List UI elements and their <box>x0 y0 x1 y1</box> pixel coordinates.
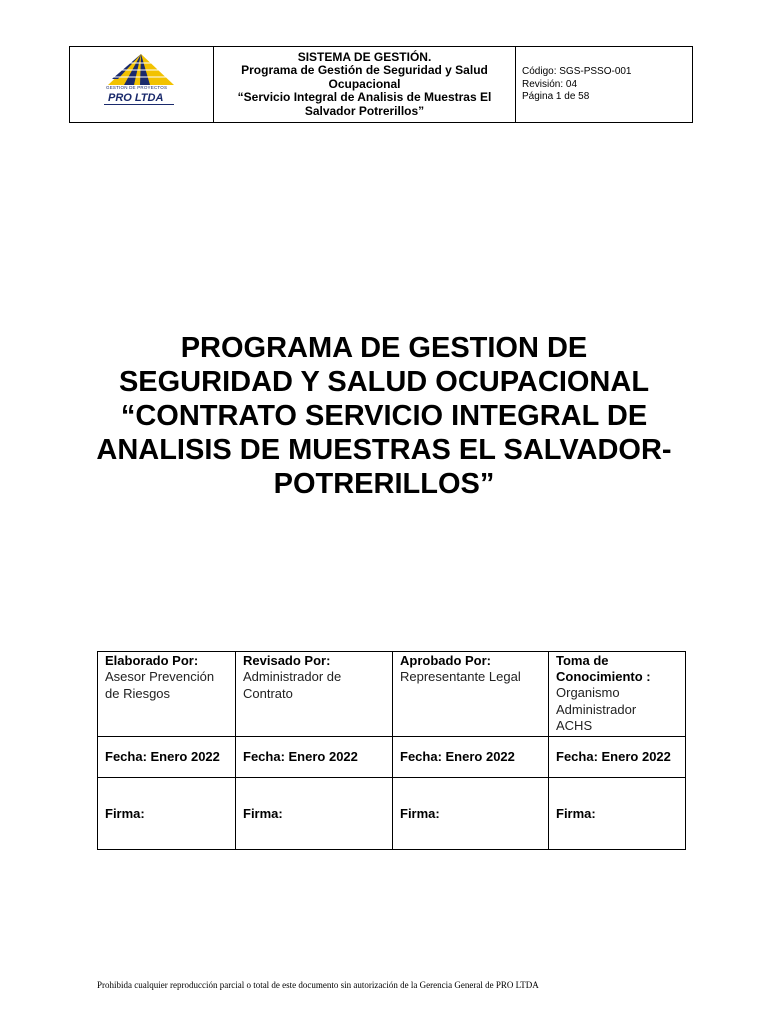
document-header <box>69 46 693 123</box>
approval-signature-row <box>98 777 686 849</box>
conocimiento-date: Fecha: Enero 2022 <box>549 736 686 777</box>
elaborado-value: de Riesgos <box>105 685 171 701</box>
main-title-line: ANALISIS DE MUESTRAS EL SALVADOR- <box>96 434 672 466</box>
conocimiento-cell <box>549 652 686 737</box>
main-title-line: POTRERILLOS” <box>273 468 495 500</box>
header-meta <box>516 47 692 122</box>
header-title-line: SISTEMA DE GESTIÓN. <box>297 49 432 64</box>
elaborado-label: Elaborado Por: <box>105 653 199 668</box>
approval-table <box>97 651 686 850</box>
elaborado-date: Fecha: Enero 2022 <box>98 736 236 777</box>
main-title-line: SEGURIDAD Y SALUD OCUPACIONAL <box>118 366 650 398</box>
header-title-line: Salvador Potrerillos” <box>304 103 425 118</box>
document-revision: Revisión: 04 <box>522 78 578 90</box>
revisado-value: Contrato <box>243 685 293 701</box>
approval-roles-row <box>98 652 686 737</box>
main-title-line: “CONTRATO SERVICIO INTEGRAL DE <box>120 400 648 432</box>
elaborado-value: Asesor Prevención <box>105 669 215 684</box>
header-title-line: “Servicio Integral de Analisis de Muestras El <box>237 90 492 105</box>
aprobado-cell <box>393 652 549 737</box>
header-title-line: Programa de Gestión de Seguridad y Salud <box>241 63 488 78</box>
conocimiento-value: Organismo <box>556 685 620 700</box>
conocimiento-signature: Firma: <box>549 777 686 849</box>
revisado-label: Revisado Por: <box>243 653 331 668</box>
conocimiento-value: Administrador <box>556 701 637 717</box>
aprobado-signature: Firma: <box>393 777 549 849</box>
logo-name: PRO LTDA <box>108 92 164 104</box>
main-title <box>40 331 728 501</box>
approval-date-row <box>98 736 686 777</box>
pro-ltda-logo-icon <box>104 53 178 87</box>
aprobado-date: Fecha: Enero 2022 <box>393 736 549 777</box>
logo-underline <box>104 104 174 105</box>
header-title-line: Ocupacional <box>328 76 401 91</box>
conocimiento-value: ACHS <box>556 718 593 733</box>
conocimiento-label: Conocimiento : <box>556 669 651 684</box>
main-title-line: PROGRAMA DE GESTION DE <box>180 332 588 364</box>
logo-cell <box>70 47 214 122</box>
revisado-value: Administrador de <box>243 669 342 684</box>
footer-notice: Prohibida cualquier reproducción parcial o total de este documento sin autorización de la Gerencia General de PRO LTDA <box>97 980 539 990</box>
aprobado-label: Aprobado Por: <box>400 653 491 668</box>
header-title <box>214 47 516 122</box>
aprobado-value: Representante Legal <box>400 669 521 684</box>
revisado-signature: Firma: <box>236 777 393 849</box>
revisado-date: Fecha: Enero 2022 <box>236 736 393 777</box>
page-number: Página 1 de 58 <box>522 91 590 102</box>
conocimiento-label: Toma de <box>556 653 609 668</box>
elaborado-cell <box>98 652 236 737</box>
elaborado-signature: Firma: <box>98 777 236 849</box>
revisado-cell <box>236 652 393 737</box>
logo-subtext: GESTION DE PROYECTOS <box>106 85 168 90</box>
document-code: Código: SGS-PSSO-001 <box>522 66 632 77</box>
